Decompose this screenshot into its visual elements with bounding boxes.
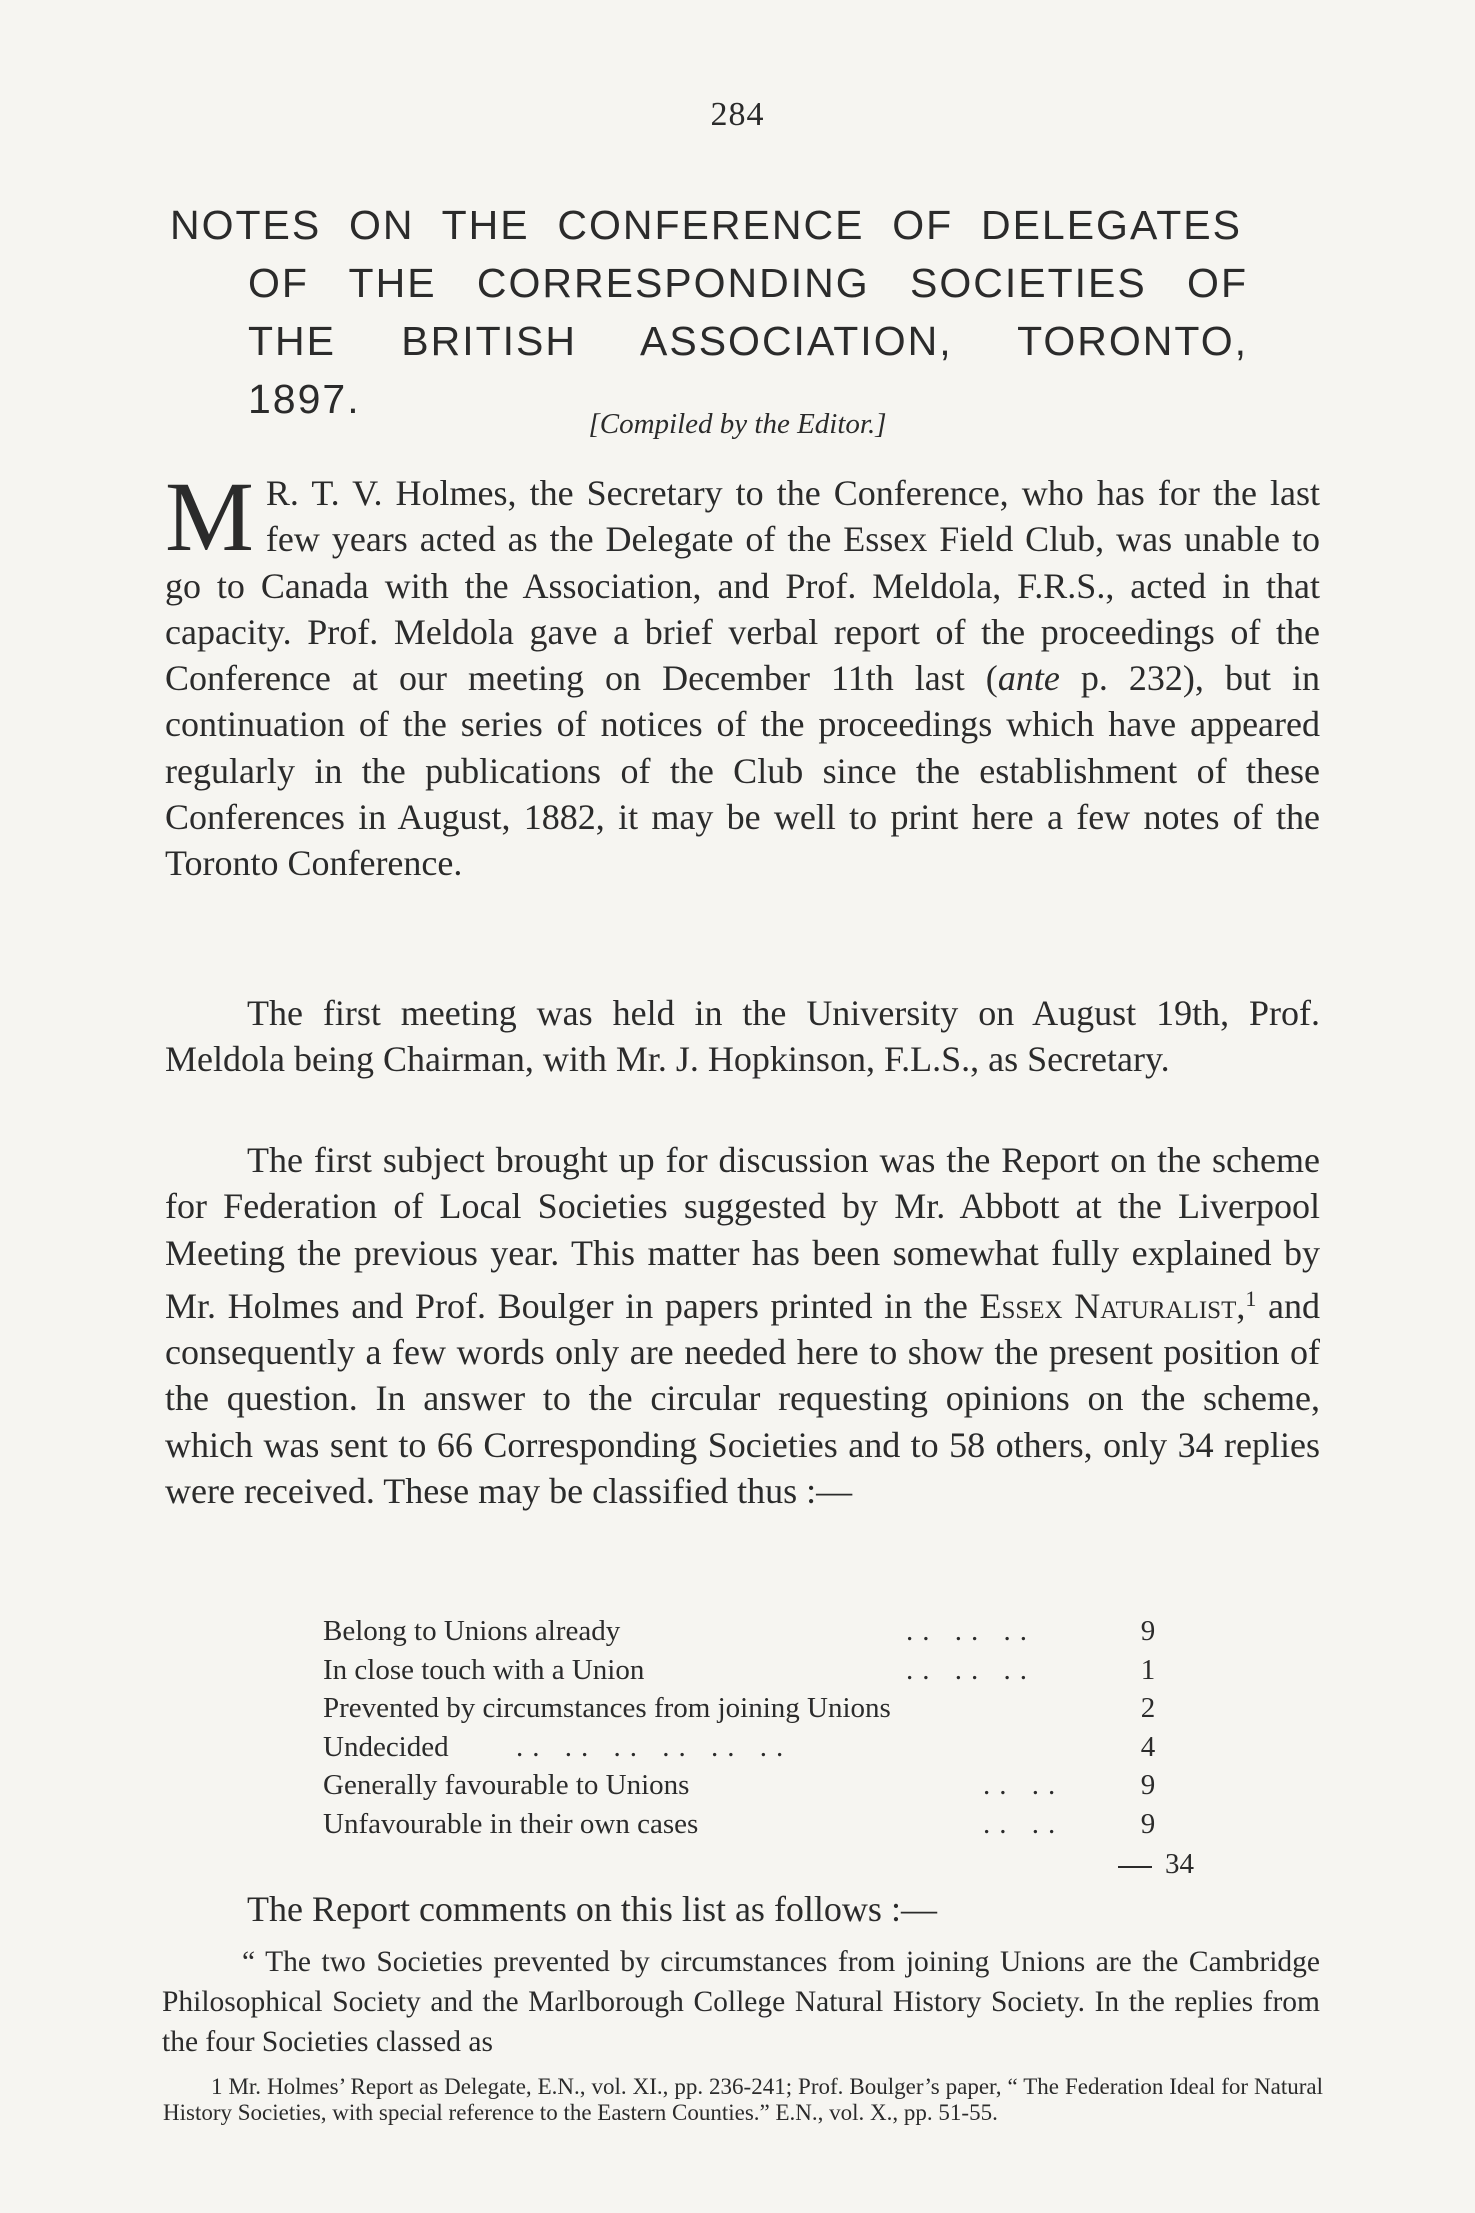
- leader-dots: .. ..: [983, 1807, 1065, 1840]
- list-item: [323, 1805, 1203, 1844]
- article-title: [170, 196, 1320, 428]
- list-item: [323, 1766, 1203, 1805]
- tally-total: 34: [1165, 1848, 1194, 1880]
- list-item: [323, 1651, 1203, 1690]
- list-item-label: Prevented by circumstances from joining Unions: [323, 1692, 891, 1724]
- title-line-1: NOTES ON THE CONFERENCE OF DELEGATES: [170, 202, 1242, 248]
- journal-name: Essex Naturalist: [979, 1285, 1237, 1326]
- list-item-value: 4: [1140, 1730, 1156, 1763]
- paragraph-1-text-a: R. T. V. Holmes, the Secretary to the Conference, who has for the last few years acted as the Delegate of the Essex Field Club, was unable to go to Canada with the Association, and Prof. Meldola, F.R.S., acted in that capacity. Prof. Meldola gave a brief verbal report of the proceedings of the Conference at our meeting on December 11th last (: [165, 473, 1320, 699]
- leader-dots: .. .. .. .. .. ..: [516, 1730, 793, 1763]
- classification-list: [323, 1612, 1203, 1843]
- leader-dots: .. .. ..: [906, 1615, 1036, 1647]
- list-item-label: In close touch with a Union: [323, 1653, 645, 1686]
- paragraph-3: The first subject brought up for discussion was the Report on the scheme for Federation of Local Societies suggested by Mr. Abbott at the Liverpool Meeting the previous year. This matter has been somewhat fully explained by Mr. Holmes and Prof. Boulger in papers printed in the Essex Naturalist,$^1$ and consequently a few words only are needed here to show the present position of the question. In answer to the circular requesting opinions on the scheme, which was sent to 66 Corresponding Societies and to 58 others, only 34 replies were received. These may be classified thus :—: [165, 1140, 1320, 1512]
- leader-dots: .. ..: [983, 1769, 1065, 1801]
- list-item-label: Belong to Unions already: [323, 1615, 621, 1647]
- paragraph-4: The Report comments on this list as follows :—: [247, 1889, 937, 1929]
- title-line-3: THE BRITISH ASSOCIATION, TORONTO,: [248, 318, 1248, 364]
- list-item: [323, 1689, 1203, 1728]
- list-item: [323, 1728, 1203, 1767]
- quoted-report: “ The two Societies prevented by circumstances from joining Unions are the Cambridge Philosophical Society and the Marlborough College Natural History Society. In the replies from the four Societies classed as: [162, 1946, 1320, 2058]
- total-rule: [1118, 1866, 1152, 1868]
- footnote-reference: 1: [1245, 1285, 1257, 1311]
- list-item-value: 9: [1140, 1769, 1156, 1801]
- compiled-by-note: [Compiled by the Editor.]: [588, 408, 887, 440]
- title-line-2: OF THE CORRESPONDING SOCIETIES OF: [248, 260, 1248, 306]
- list-item: [323, 1612, 1203, 1651]
- paragraph-2: The first meeting was held in the University on August 19th, Prof. Meldola being Chairman, with Mr. J. Hopkinson, F.L.S., as Secretary.: [165, 993, 1320, 1080]
- page-number: 284: [710, 96, 765, 133]
- paragraph-3-text-a: The first subject brought up for discussion was the Report on the scheme for Federation of Local Societies suggested by Mr. Abbott at the Liverpool Meeting the previous year. This matter has been somewhat fully explained by Mr. Holmes and Prof. Boulger in papers printed in the: [165, 1140, 1320, 1326]
- list-item-label: Undecided: [323, 1730, 449, 1763]
- list-item-value: 9: [1140, 1807, 1156, 1840]
- ante-italic: ante: [997, 658, 1060, 699]
- list-item-value: 1: [1140, 1653, 1156, 1686]
- list-item-value: 2: [1140, 1692, 1156, 1724]
- paragraph-3-text-b: and consequently a few words only are needed here to show the present position of the question. In answer to the circular requesting opinions on the scheme, which was sent to 66 Corresponding Societies and to 58 others, only 34 replies were received. These may be classified thus :—: [165, 1285, 1320, 1512]
- list-item-value: 9: [1140, 1615, 1156, 1647]
- footnote: 1 Mr. Holmes’ Report as Delegate, E.N., vol. XI., pp. 236-241; Prof. Boulger’s paper, “ The Federation Ideal for Natural History Societies, with special reference to the Eastern Counties.” E.N., vol. X., pp. 51-55.: [163, 2074, 1323, 2125]
- leader-dots: .. .. ..: [906, 1653, 1036, 1686]
- list-item-label: Generally favourable to Unions: [323, 1769, 690, 1801]
- paragraph-1: [165, 461, 1320, 887]
- paragraph-1-text-b: p. 232), but in continuation of the series of notices of the proceedings which have appeared regularly in the publications of the Club since the establishment of these Conferences in August, 1882, it may be well to print here a few notes of the Toronto Conference.: [165, 658, 1320, 884]
- drop-cap: M: [165, 461, 254, 572]
- title-line-4: 1897.: [248, 376, 361, 422]
- list-item-label: Unfavourable in their own cases: [323, 1807, 699, 1840]
